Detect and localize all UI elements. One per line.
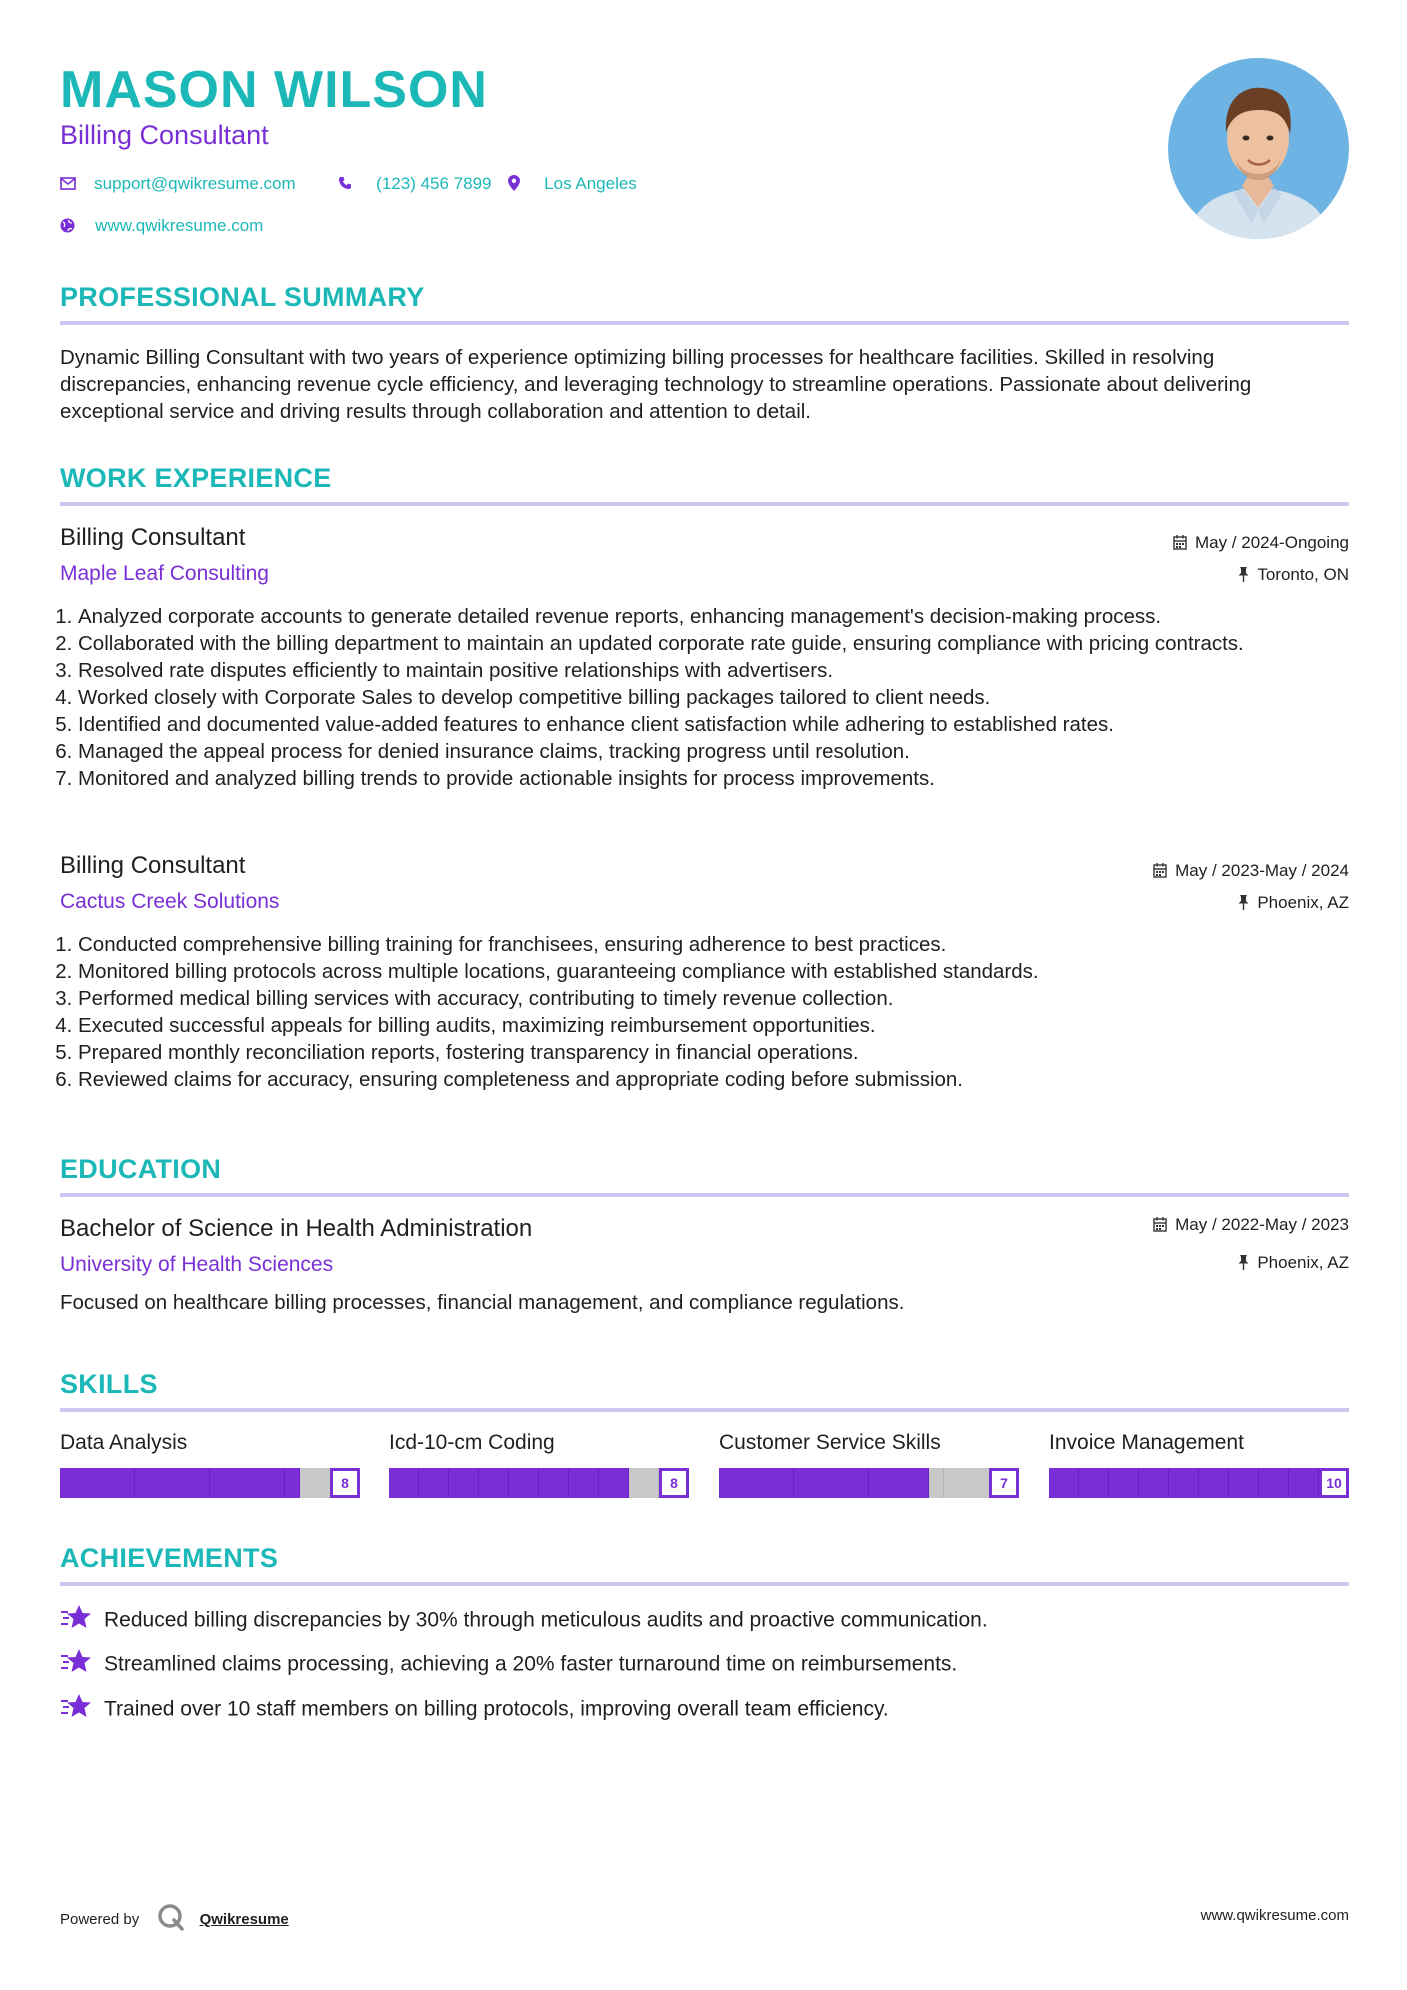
map-pin-icon — [508, 176, 524, 193]
job-location-text: Phoenix, AZ — [1257, 893, 1349, 912]
globe-icon — [60, 218, 79, 235]
contact-phone[interactable] — [338, 173, 492, 196]
achievement-text: Trained over 10 staff members on billing protocols, improving overall team efficiency. — [104, 1697, 889, 1721]
skill-bar — [1049, 1468, 1349, 1498]
skill-bar-segment — [509, 1468, 539, 1498]
skill-bar-segment — [1199, 1468, 1229, 1498]
section-divider — [60, 502, 1349, 506]
list-item: 6. Managed the appeal process for denied insurance claims, tracking progress until resolution. — [78, 738, 1367, 765]
skill-bar-segment — [629, 1468, 659, 1498]
skill-bar-segment — [1079, 1468, 1109, 1498]
skill-item — [1049, 1429, 1349, 1498]
skill-bar-segment — [60, 1468, 135, 1498]
profile-photo — [1168, 58, 1349, 239]
calendar-icon — [1153, 861, 1167, 883]
skill-bar — [389, 1468, 689, 1498]
job-responsibilities — [60, 931, 1367, 1093]
skill-name: Icd-10-cm Coding — [389, 1431, 555, 1454]
skill-bar — [60, 1468, 360, 1498]
list-item: 3. Performed medical billing services with accuracy, contributing to timely revenue collection. — [78, 985, 1367, 1012]
powered-by-label: Powered by — [60, 1911, 140, 1928]
experience-heading: WORK EXPERIENCE — [60, 463, 332, 493]
achievement-item — [60, 1604, 988, 1638]
job-dates-text: May / 2023-May / 2024 — [1175, 861, 1349, 880]
skill-bar — [719, 1468, 1019, 1498]
star-icon — [60, 1604, 94, 1638]
skill-bar-segment — [1109, 1468, 1139, 1498]
location-text: Los Angeles — [544, 174, 637, 193]
section-divider — [60, 1582, 1349, 1586]
job-location — [1238, 564, 1349, 587]
skill-name: Customer Service Skills — [719, 1431, 941, 1454]
skill-bar-segment — [1169, 1468, 1199, 1498]
job-title: Billing Consultant — [60, 852, 246, 879]
skill-bar-segment — [569, 1468, 599, 1498]
candidate-name: MASON WILSON — [60, 61, 488, 119]
skill-bar-segment — [1259, 1468, 1289, 1498]
list-item: 5. Prepared monthly reconciliation reports, fostering transparency in financial operations. — [78, 1039, 1367, 1066]
achievement-text: Streamlined claims processing, achieving a 20% faster turnaround time on reimbursements. — [104, 1652, 958, 1676]
achievements-heading: ACHIEVEMENTS — [60, 1543, 279, 1573]
candidate-title: Billing Consultant — [60, 120, 269, 150]
education-location — [1238, 1252, 1349, 1275]
skill-score: 8 — [330, 1468, 360, 1498]
skill-score: 7 — [989, 1468, 1019, 1498]
achievement-item — [60, 1693, 889, 1727]
pushpin-icon — [1238, 1253, 1249, 1275]
school-name: University of Health Sciences — [60, 1253, 334, 1276]
qwikresume-logo-icon — [157, 1903, 185, 1937]
pushpin-icon — [1238, 565, 1249, 587]
skill-bar-segment — [479, 1468, 509, 1498]
degree-title: Bachelor of Science in Health Administration — [60, 1215, 533, 1242]
skill-bar-segment — [135, 1468, 210, 1498]
list-item: 5. Identified and documented value-added features to enhance client satisfaction while adhering to established rates. — [78, 711, 1367, 738]
skill-bar-segment — [1289, 1468, 1319, 1498]
section-divider — [60, 1193, 1349, 1197]
calendar-icon — [1153, 1215, 1167, 1237]
contact-website[interactable] — [60, 215, 263, 238]
list-item: 6. Reviewed claims for accuracy, ensuring completeness and appropriate coding before submission. — [78, 1066, 1367, 1093]
phone-text: (123) 456 7899 — [376, 174, 492, 193]
list-item: 2. Collaborated with the billing department to maintain an updated corporate rate guide, ensuring compliance with pricing contracts. — [78, 630, 1367, 657]
skill-bar-segment — [929, 1468, 944, 1498]
job-dates — [1173, 532, 1349, 555]
education-heading: EDUCATION — [60, 1154, 222, 1184]
skill-bar-segment — [1139, 1468, 1169, 1498]
company-name: Maple Leaf Consulting — [60, 562, 269, 585]
skill-bar-segment — [599, 1468, 629, 1498]
job-dates-text: May / 2024-Ongoing — [1194, 533, 1349, 552]
summary-text: Dynamic Billing Consultant with two years of experience optimizing billing processes for healthcare facilities. Skilled in resolving discrepancies, enhancing revenue cycle efficiency, and leveraging technology to streamline operations. Passionate about delivering exceptional service and driving results through collaboration and attention to detail. — [60, 346, 1252, 423]
education-description: Focused on healthcare billing processes, financial management, and compliance regulations. — [60, 1291, 905, 1314]
contact-location — [508, 173, 637, 196]
job-dates — [1153, 860, 1349, 883]
skill-score: 8 — [659, 1468, 689, 1498]
skill-bar-segment — [1229, 1468, 1259, 1498]
achievement-text: Reduced billing discrepancies by 30% through meticulous audits and proactive communication. — [104, 1608, 988, 1632]
skill-name: Invoice Management — [1049, 1431, 1244, 1454]
skill-bar-segment — [210, 1468, 285, 1498]
skill-item — [389, 1429, 689, 1498]
list-item: 2. Monitored billing protocols across multiple locations, guaranteeing compliance with established standards. — [78, 958, 1367, 985]
job-title: Billing Consultant — [60, 524, 246, 551]
star-icon — [60, 1648, 94, 1682]
summary-heading: PROFESSIONAL SUMMARY — [60, 282, 425, 312]
skill-item — [719, 1429, 1019, 1498]
job-responsibilities — [60, 603, 1367, 792]
list-item: 4. Executed successful appeals for billing audits, maximizing reimbursement opportunities. — [78, 1012, 1367, 1039]
calendar-icon — [1173, 533, 1187, 555]
education-dates-text: May / 2022-May / 2023 — [1175, 1215, 1349, 1234]
skill-item — [60, 1429, 360, 1498]
phone-icon — [338, 176, 356, 193]
list-item: 7. Monitored and analyzed billing trends to provide actionable insights for process improvements. — [78, 765, 1367, 792]
envelope-icon — [60, 176, 80, 193]
email-text: support@qwikresume.com — [94, 174, 296, 193]
star-icon — [60, 1693, 94, 1727]
skill-name: Data Analysis — [60, 1431, 188, 1454]
list-item: 4. Worked closely with Corporate Sales to develop competitive billing packages tailored to client needs. — [78, 684, 1367, 711]
job-location — [1238, 892, 1349, 915]
skill-bar-segment — [389, 1468, 419, 1498]
skill-bar-segment — [419, 1468, 449, 1498]
list-item: 3. Resolved rate disputes efficiently to maintain positive relationships with advertisers. — [78, 657, 1367, 684]
pushpin-icon — [1238, 893, 1249, 915]
list-item: 1. Conducted comprehensive billing training for franchisees, ensuring adherence to best practices. — [78, 931, 1367, 958]
contact-email[interactable] — [60, 173, 296, 196]
list-item: 1. Analyzed corporate accounts to generate detailed revenue reports, enhancing management's decision-making process. — [78, 603, 1367, 630]
education-dates — [1153, 1214, 1349, 1237]
company-name: Cactus Creek Solutions — [60, 890, 280, 913]
job-location-text: Toronto, ON — [1257, 565, 1349, 584]
skill-bar-segment — [539, 1468, 569, 1498]
skill-bar-segment — [794, 1468, 869, 1498]
footer-website[interactable]: www.qwikresume.com — [1200, 1907, 1349, 1924]
skill-score: 10 — [1319, 1468, 1349, 1498]
education-location-text: Phoenix, AZ — [1257, 1253, 1349, 1272]
achievement-item — [60, 1648, 957, 1682]
skill-bar-segment — [719, 1468, 794, 1498]
website-text: www.qwikresume.com — [95, 216, 264, 235]
skills-heading: SKILLS — [60, 1369, 158, 1399]
section-divider — [60, 1408, 1349, 1412]
skill-bar-segment — [285, 1468, 300, 1498]
brand-link[interactable]: Qwikresume — [199, 1911, 289, 1928]
footer-branding — [60, 1903, 289, 1937]
section-divider — [60, 321, 1349, 325]
skill-bar-segment — [1049, 1468, 1079, 1498]
skill-bar-segment — [869, 1468, 929, 1498]
skill-bar-segment — [449, 1468, 479, 1498]
